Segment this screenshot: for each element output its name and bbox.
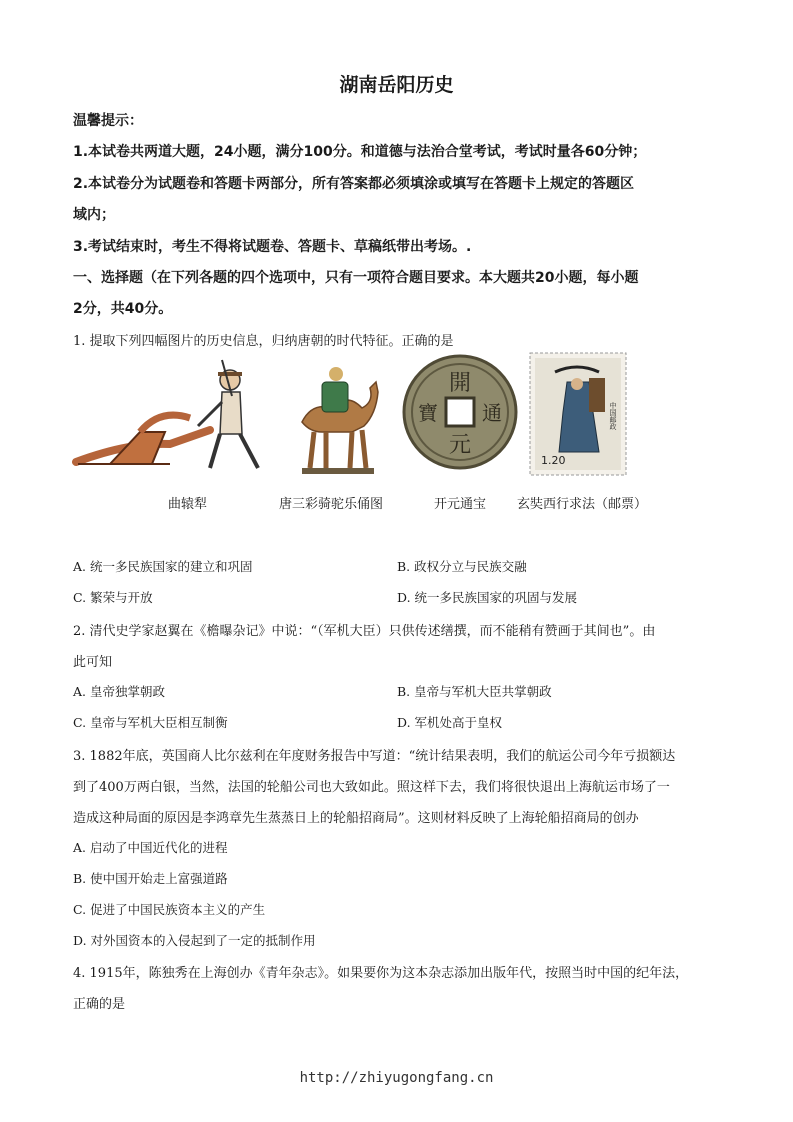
q1-figures	[70, 352, 630, 482]
page-title: 湖南岳阳历史	[339, 74, 454, 96]
tip-2: 2.本试卷分为试题卷和答题卡两部分，所有答案都必须填涂或填写在答题卡上规定的答题区	[73, 176, 635, 192]
q1-option-b: B. 政权分立与民族交融	[397, 559, 527, 574]
q3-stem-1: 3. 1882年底，英国商人比尔兹利在年度财务报告中写道：“统计结果表明，我们的航运公司今年亏损额达	[73, 749, 676, 764]
section-heading-1: 一、选择题（在下列各题的四个选项中，只有一项符合题目要求。本大题共20小题，每小题	[73, 270, 639, 286]
q3-option-b: B. 使中国开始走上富强道路	[73, 871, 228, 886]
q2-option-d: D. 军机处高于皇权	[397, 715, 503, 730]
coin-char-bottom: 元	[448, 433, 472, 458]
q4-stem-1: 4. 1915年，陈独秀在上海创办《青年杂志》。如果要你为这本杂志添加出版年代，按照当时中国的纪年法，	[73, 966, 689, 981]
caption-coin: 开元通宝	[434, 497, 487, 512]
q1-option-c: C. 繁荣与开放	[73, 590, 153, 605]
section-heading-2: 2分，共40分。	[73, 301, 173, 317]
footer-url[interactable]: http://zhiyugongfang.cn	[299, 1070, 494, 1086]
stamp-value: 1.20	[541, 454, 566, 467]
stamp-text: 中国邮政	[609, 402, 617, 430]
plough-image	[70, 352, 270, 480]
q1-option-d: D. 统一多民族国家的巩固与发展	[397, 590, 578, 605]
q2-option-b: B. 皇帝与军机大臣共掌朝政	[397, 684, 552, 699]
q2-option-a: A. 皇帝独掌朝政	[73, 684, 165, 699]
q3-stem-3: 造成这种局面的原因是李鸿章先生蒸蒸日上的轮船招商局”。这则材料反映了上海轮船招商局的创办	[73, 811, 639, 826]
caption-camel: 唐三彩骑驼乐俑图	[279, 497, 384, 512]
tip-2-cont: 域内；	[73, 207, 115, 223]
q3-option-a: A. 启动了中国近代化的进程	[73, 840, 228, 855]
q2-stem-1: 2. 清代史学家赵翼在《檐曝杂记》中说：“（军机大臣）只供传述缮撰，而不能稍有赞画于其间也”。由	[73, 624, 656, 639]
q2-stem-2: 此可知	[73, 655, 113, 670]
tips-heading: 温馨提示：	[73, 113, 143, 129]
q4-stem-2: 正确的是	[73, 997, 126, 1012]
kaiyuan-coin-image	[400, 352, 520, 472]
coin-char-left: 寶	[418, 401, 438, 425]
q3-stem-2: 到了400万两白银，当然，法国的轮船公司也大致如此。照这样下去，我们将很快退出上海航运市场了一	[73, 780, 670, 795]
q1-option-a: A. 统一多民族国家的建立和巩固	[73, 559, 253, 574]
tip-3: 3.考试结束时，考生不得将试题卷、答题卡、草稿纸带出考场。.	[73, 239, 472, 255]
coin-char-right: 通	[482, 401, 502, 425]
q3-option-d: D. 对外国资本的入侵起到了一定的抵制作用	[73, 933, 316, 948]
caption-stamp: 玄奘西行求法（邮票）	[517, 497, 648, 512]
tang-sancai-camel-image	[292, 352, 382, 480]
q1-stem: 1. 提取下列四幅图片的历史信息，归纳唐朝的时代特征。正确的是	[73, 334, 454, 349]
xuanzang-stamp-image	[529, 352, 627, 476]
q3-option-c: C. 促进了中国民族资本主义的产生	[73, 902, 266, 917]
q2-option-c: C. 皇帝与军机大臣相互制衡	[73, 715, 228, 730]
caption-plough: 曲辕犁	[168, 497, 208, 512]
coin-char-top: 開	[448, 371, 472, 396]
tip-1: 1.本试卷共两道大题，24小题，满分100分。和道德与法治合堂考试，考试时量各60分钟；	[73, 144, 647, 160]
